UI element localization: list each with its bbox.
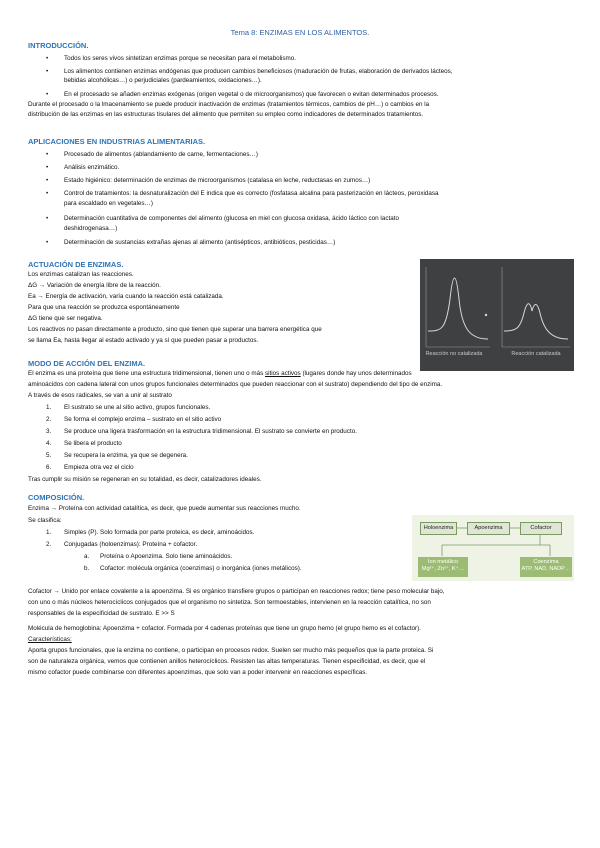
energy-profile-figure xyxy=(420,259,574,371)
cofactor-line-2: con uno o más núcleos heterocíclicos conjugados que el organismo no sintetiza. Son termoestables, intervienen en la reacción catalítica, no son xyxy=(28,599,431,606)
modo-paragraph-2: aminoácidos con cadena lateral con unos grupos funcionales determinados que pueden reaccionar con el sustrato) dependiendo del tipo de enzima. xyxy=(28,381,443,388)
step-2: Se forma el complejo enzima – sustrato en el sitio activo xyxy=(64,416,222,423)
actuacion-line-4: Para que una reacción se produzca espontáneamente xyxy=(28,304,180,311)
bullet: • xyxy=(46,177,49,184)
intro-paragraph-2: distribución de las enzimas en las estructuras tisulares del alimento que permiten su empleo como indicadores de determinados tratamientos. xyxy=(28,111,424,118)
actuacion-line-3: Ea → Energía de activación, varía cuando la reacción está catalizada. xyxy=(28,293,224,300)
intro-bullet-1: Todos los seres vivos sintetizan enzimas porque se necesitan para el metabolismo. xyxy=(64,55,297,62)
bullet: • xyxy=(46,55,49,62)
caracteristicas-line-3: mismo cofactor puede combinarse con diferentes apoenzimas, que solo van a poder intervenir en reacciones específicas. xyxy=(28,669,368,676)
bullet: • xyxy=(46,164,49,171)
actuacion-line-5: ΔG tiene que ser negativa. xyxy=(28,315,103,322)
class-number: 1. xyxy=(46,529,52,536)
page-title: Tema 8: ENZIMAS EN LOS ALIMENTOS. xyxy=(230,28,370,37)
bullet: • xyxy=(46,91,49,98)
bullet: • xyxy=(46,190,49,197)
actuacion-line-1: Los enzimas catalizan las reacciones. xyxy=(28,271,134,278)
bullet: • xyxy=(46,239,49,246)
modo-conclusion: Tras cumplir su misión se regeneran en su totalidad, es decir, catalizadores ideales. xyxy=(28,476,262,483)
heading-composicion: COMPOSICIÓN. xyxy=(28,493,85,502)
hemoglobina-line: Molécula de hemoglobina: Apoenzima + cofactor. Formada por 4 cadenas proteínas que tiene un grupo hemo (el grupo hemo es el cofactor). xyxy=(28,625,421,632)
step-5: Se recupera la enzima, ya que se degenera. xyxy=(64,452,188,459)
comp-line-2: Se clasifica: xyxy=(28,517,62,524)
class-simple: Simples (P). Solo formada por parte proteica, es decir, aminoácidos. xyxy=(64,529,255,536)
step-number: 5. xyxy=(46,452,52,459)
step-number: 2. xyxy=(46,416,52,423)
intro-bullet-2-cont: bebidas alcohólicas…) o perjudiciales (pardeamientos, oxidaciones…). xyxy=(64,77,262,84)
bullet: • xyxy=(46,68,49,75)
step-3: Se produce una ligera trasformación en la estructura tridimensional. El sustrato se convierte en producto. xyxy=(64,428,357,435)
intro-bullet-3: En el procesado se añaden enzimas exógenas (origen vegetal o de microorganismos) que favorecen o evitan determinados procesos. xyxy=(64,91,439,98)
box-cofactor: Cofactor xyxy=(520,522,562,535)
ion-examples: Mg²⁺, Zn²⁺, K⁺… xyxy=(421,566,465,572)
figure-label-uncatalyzed: Reacción no catalizada xyxy=(425,351,483,357)
ion-label: Ion metálico xyxy=(427,559,459,565)
step-1: El sustrato se une al sitio activo, grupos funcionales. xyxy=(64,404,211,411)
class-number: 2. xyxy=(46,541,52,548)
figure-label-catalyzed: Reacción catalizada xyxy=(511,351,561,357)
box-coenzima xyxy=(520,557,572,577)
heading-actuacion: ACTUACIÓN DE ENZIMAS. xyxy=(28,260,124,269)
bullet: • xyxy=(46,215,49,222)
app-item-2: Análisis enzimático. xyxy=(64,164,120,171)
actuacion-line-6: Los reactivos no pasan directamente a producto, sino que tienen que superar una barrera energética que xyxy=(28,326,322,333)
modo-paragraph-1 xyxy=(28,370,412,379)
step-number: 3. xyxy=(46,428,52,435)
box-holoenzima: Holoenzima xyxy=(420,522,457,535)
modo-text-a: El enzima es una proteína que tiene una estructura tridimensional, tienen uno o más xyxy=(28,370,264,377)
step-6: Empieza otra vez el ciclo xyxy=(64,464,134,471)
coenzima-label: Coenzima xyxy=(533,559,559,565)
modo-text-b: (lugares donde hay unos determinados xyxy=(302,370,412,377)
heading-modo-accion: MODO DE ACCIÓN DEL ENZIMA. xyxy=(28,359,146,368)
subclass-letter: b. xyxy=(84,565,90,572)
app-item-6: Determinación de sustancias extrañas ajenas al alimento (antisépticos, antibióticos, pesticidas…) xyxy=(64,239,336,246)
actuacion-line-2: ΔG → Variación de energía libre de la reacción. xyxy=(28,282,161,289)
modo-paragraph-3: A través de esos radicales, se van a unir al sustrato xyxy=(28,392,172,399)
heading-aplicaciones: APLICACIONES EN INDUSTRIAS ALIMENTARIAS. xyxy=(28,137,206,146)
app-item-1: Procesado de alimentos (ablandamiento de carne, fermentaciones…) xyxy=(64,151,258,158)
caracteristicas-heading: Características: xyxy=(28,636,72,643)
sitios-activos-term: sitios activos xyxy=(264,370,301,377)
actuacion-line-7: se llama Ea, hasta llegar al estado activado y ya sí que pueden pasar a productos. xyxy=(28,337,259,344)
step-number: 6. xyxy=(46,464,52,471)
step-number: 1. xyxy=(46,404,52,411)
app-item-3: Estado higiénico: determinación de enzimas de microorganismos (catalasa en leche, reductasas en zumos…) xyxy=(64,177,371,184)
app-item-4: Control de tratamientos: la desnaturalización del E indica que es correcto (fosfatasa alcalina para pasterización en lácteos, peroxidasa xyxy=(64,190,439,197)
heading-introduccion: INTRODUCCIÓN. xyxy=(28,41,89,50)
caracteristicas-line-2: son de naturaleza orgánica, vemos que contienen anillos heterocíclicos. Resisten las altas temperaturas. Tienen especificidad, es decir, que el xyxy=(28,658,426,665)
coenzima-examples: ATP, NAD, NADP… xyxy=(521,566,571,572)
class-conjugadas: Conjugadas (holoenzimas): Proteína + cofactor. xyxy=(64,541,198,548)
cofactor-line-1: Cofactor → Unido por enlace covalente a la apoenzima. Si es orgánico transfiere grupos o participan en reacciones redox; tiene peso molecular bajo, xyxy=(28,588,445,595)
holoenzyme-diagram xyxy=(412,515,574,581)
box-ion-metalico xyxy=(418,557,468,577)
box-apoenzima: Apoenzima xyxy=(467,522,510,535)
caracteristicas-line-1: Aporta grupos funcionales, que la enzima no contiene, o participan en procesos redox. Suelen ser mucho más pequeños que la parte proteica. Si xyxy=(28,647,434,654)
step-number: 4. xyxy=(46,440,52,447)
step-4: Se libera el producto xyxy=(64,440,122,447)
bullet: • xyxy=(46,151,49,158)
app-item-5: Determinación cuantitativa de componentes del alimento (glucosa en miel con glucosa oxidasa, ácido láctico con lactato xyxy=(64,215,399,222)
intro-bullet-2: Los alimentos contienen enzimas endógenas que producen cambios beneficiosos (maduración de frutas, elaboración de derivados lácteos, xyxy=(64,68,453,75)
cofactor-line-3: responsables de la especificidad de sustrato. E >> S xyxy=(28,610,175,617)
app-item-5-cont: deshidrogenasa…) xyxy=(64,225,118,232)
subclass-cofactor: Cofactor: molécula orgánica (coenzimas) o inorgánica (iones metálicos). xyxy=(100,565,302,572)
comp-line-1: Enzima → Proteína con actividad catalítica, es decir, que puede aumentar sus reacciones mucho. xyxy=(28,505,301,512)
intro-paragraph-1: Durante el procesado o la lmacenamiento se puede producir inactivación de enzimas (tratamientos térmicos, cambios de pH…) o cambios en la xyxy=(28,101,430,108)
subclass-letter: a. xyxy=(84,553,90,560)
subclass-apoenzima: Proteína o Apoenzima. Solo tiene aminoácidos. xyxy=(100,553,233,560)
app-item-4-cont: para escaldado en vegetales…) xyxy=(64,200,153,207)
